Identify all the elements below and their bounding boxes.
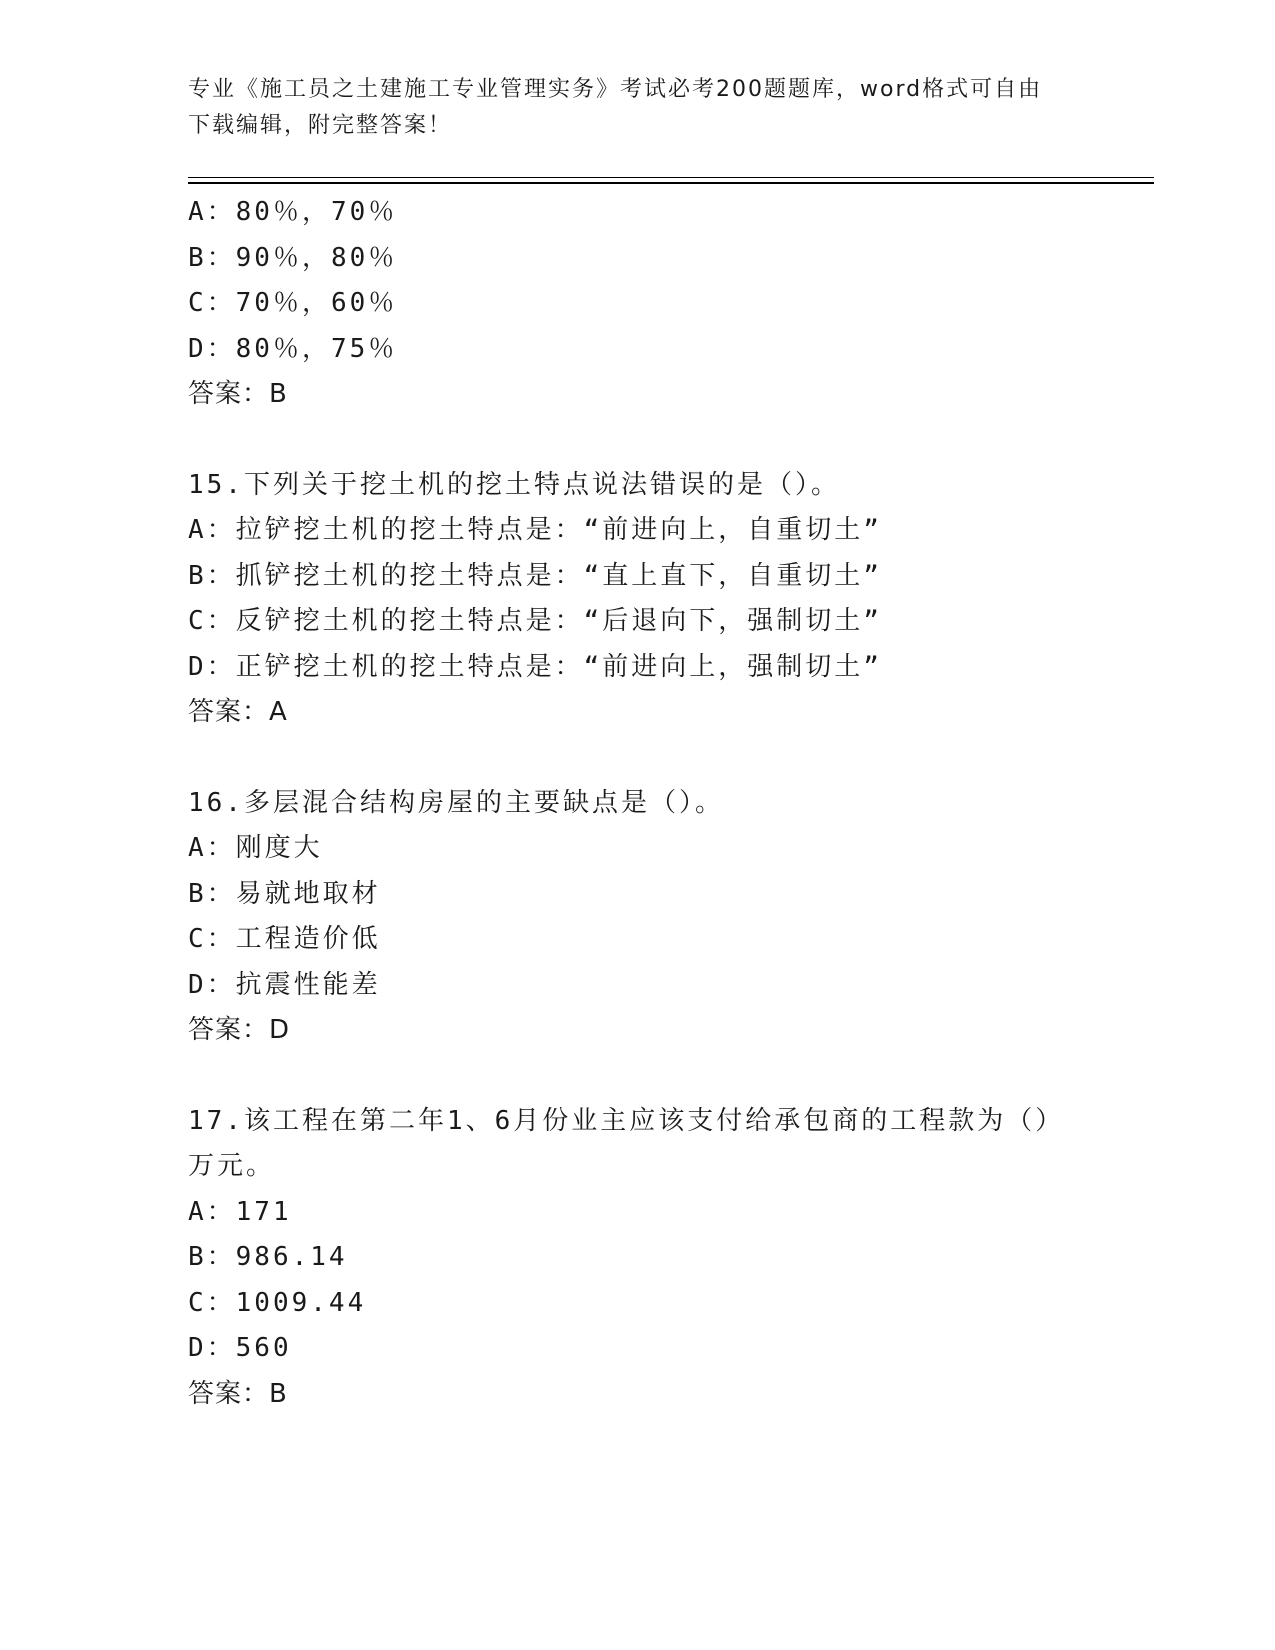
- option-b: B：986.14: [188, 1242, 348, 1272]
- option-c: C：1009.44: [188, 1287, 367, 1318]
- question-text-line-2: 万元。: [188, 1151, 276, 1181]
- header-line-2: 下载编辑，附完整答案！: [188, 113, 453, 138]
- spacer: [188, 418, 1118, 463]
- option-a: A：刚度大: [188, 833, 323, 863]
- option-c: C：工程造价低: [188, 924, 381, 954]
- answer: 答案：A: [188, 697, 288, 727]
- header-divider-thin: [188, 177, 1154, 178]
- spacer: [188, 736, 1118, 781]
- option-b: B：易就地取材: [188, 878, 381, 909]
- option-d: D：560: [188, 1333, 292, 1363]
- document-header: [188, 72, 1088, 144]
- answer: 答案：D: [188, 1015, 291, 1045]
- option-d: D：正铲挖土机的挖土特点是：“前进向上，强制切土”: [188, 651, 882, 682]
- spacer: [188, 1054, 1118, 1099]
- answer: 答案：B: [188, 1378, 288, 1409]
- question-text: 15.下列关于挖土机的挖土特点说法错误的是（）。: [188, 469, 840, 500]
- option-c: C：反铲挖土机的挖土特点是：“后退向下，强制切土”: [188, 606, 882, 636]
- option-a: A：拉铲挖土机的挖土特点是：“前进向上，自重切土”: [188, 515, 882, 545]
- header-divider-thick: [188, 182, 1154, 184]
- question-block-14: [188, 190, 1118, 418]
- answer: 答案：B: [188, 379, 288, 409]
- option-b: B：抓铲挖土机的挖土特点是：“直上直下，自重切土”: [188, 560, 882, 591]
- question-block-16: [188, 781, 1118, 1054]
- option-a: A：171: [188, 1196, 292, 1227]
- option-d: D：80％，75％: [188, 333, 398, 364]
- question-content: [188, 190, 1118, 1417]
- option-d: D：抗震性能差: [188, 969, 381, 1000]
- question-block-17: [188, 1099, 1118, 1418]
- question-block-15: [188, 463, 1118, 736]
- question-text-line-1: 17.该工程在第二年1、6月份业主应该支付给承包商的工程款为（）: [188, 1105, 1065, 1136]
- header-line-1: 专业《施工员之土建施工专业管理实务》考试必考200题题库，word格式可自由: [188, 77, 1043, 102]
- option-a: A：80％，70％: [188, 197, 398, 227]
- option-b: B：90％，80％: [188, 242, 398, 273]
- question-text: 16.多层混合结构房屋的主要缺点是（）。: [188, 787, 724, 818]
- option-c: C：70％，60％: [188, 288, 398, 318]
